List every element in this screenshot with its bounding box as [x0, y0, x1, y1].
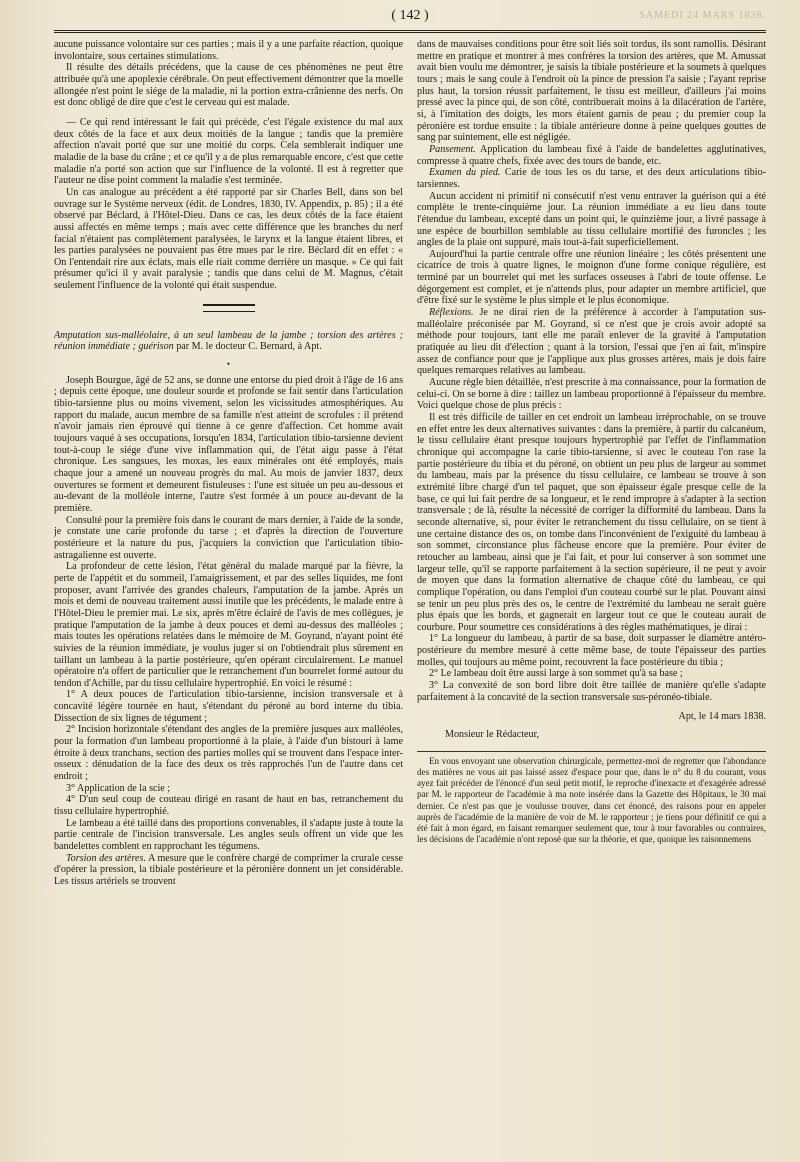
list-item: 1° A deux pouces de l'articulation tibio-tarsienne, incision transversale et à concavité légère tournée en haut, s'étendant du péroné au bord interne du tibia. Dissection de six lignes de tégument ;	[54, 689, 403, 724]
run-in-heading: Examen du pied.	[429, 167, 501, 179]
paragraph	[417, 144, 766, 167]
section-divider	[203, 304, 255, 312]
paragraph	[417, 167, 766, 190]
right-column	[417, 39, 766, 1159]
list-item: 3° La convexité de son bord libre doit être taillée de manière qu'elle s'adapte parfaitement à la concavité de la section transversale sus-péronéo-tibiale.	[417, 680, 766, 703]
paragraph: dans de mauvaises conditions pour être soit liés soit tordus, ils sont ramollis. Désirant mettre en pratique et montrer à mes confrères la torsion des artères, que M. Amussat avait bien voulu me démontrer, je saisis la tibiale postérieure et la soumets à quelques tours ; mais le sang coule à l'endroit où la pince de pression l'a saisie ; l'ayant reprise plus haut, la torsion réussit parfaitement, le tissu est meilleur, d'ailleurs j'ai moins pressé avec la pince qui, de son côté, contribuerait moins à la dilacération de l'artère, si, à l'imitation des doigts, les mors étaient garnis de peau ; du premier coup la péronière est tordue ensuite : la tibiale antérieure donne à peine quelques gouttes de sang par suintement, elle est négligée.	[417, 39, 766, 144]
paragraph	[417, 307, 766, 377]
list-item: 2° Le lambeau doit être aussi large à son sommet qu'à sa base ;	[429, 668, 683, 680]
paragraph: Le lambeau a été taillé dans des proportions convenables, il s'adapte juste à toute la partie centrale de l'incision transversale. Les angles seuls offrent un vide que les bandelettes comblent en rapprochant les tégumens.	[54, 817, 403, 852]
paragraph	[54, 853, 403, 888]
letter-date: Apt, le 14 mars 1838.	[678, 711, 766, 723]
paragraph: Il est très difficile de tailler en cet endroit un lambeau irréprochable, on se trouve en effet entre les deux alternatives suivantes : dans la première, à partir du calcanéum, le tissu cellulaire étant presque toujours hypertrophié par l'effet de l'inflammation chronique qui accompagne la carie tibio-tarsienne, si avec le couteau l'on rase la partie postérieure du tibia et du péroné, on obtient un peu plus de largeur au sommet du lambeau, mais par la présence du tissu cellulaire, ce lambeau se trouve à son extrémité libre chargé d'un tel paquet, que son épaisseur égale presque celle de la base, ce qui lui fait perdre de sa longueur, et le rend impropre à s'adapter à la section transversale ; de là, résulte la nécessité de corriger la difformité du lambeau. Dans la seconde alternative, si, pour éviter le retranchement du tissu cellulaire, on se tient à une certaine distance des os, on tombe dans l'inconvénient de l'exiguité du lambeau à son sommet, circonstance plus fâcheuse encore que la première. Pour éviter de retoucher au lambeau, ainsi que je l'ai fait, et pour lui conserver à son sommet une largeur telle, qu'il se rapporte parfaitement à la section supérieure, il ne peut y avoir de moyen que dans la formation alternative de chaque côté du lambeau, ce qui complique l'opération, ou dans l'emploi d'un couteau courbé sur le plat. Pouvant ainsi se tenir un peu plus près des os, le centre de l'extrémité du lambeau ne serait guère plus épais que les bords, et gagnerait en largeur tout ce que le couteau aurait de courbure. Pour soumettre ces considérations à des règles mathématiques, je dirai :	[417, 412, 766, 633]
left-column	[54, 39, 403, 1159]
list-item: 1° La longueur du lambeau, à partir de sa base, doit surpasser le diamètre antéro-postérieure du membre mesuré à cette même base, de toute l'épaisseur des parties molles, qui toujours au même point, recouvrent la face postérieure du tibia ;	[417, 633, 766, 668]
paragraph: Consulté pour la première fois dans le courant de mars dernier, à l'aide de la sonde, je constate une carie profonde du tarse ; et d'après la direction de l'ouverture postérieure et la nature du pus, j'acquiers la conviction que l'articulation tibio-astragalienne est ouverte.	[54, 514, 403, 561]
paragraph: Un cas analogue au précédent a été rapporté par sir Charles Bell, dans son bel ouvrage sur le Système nerveux (édit. de Londres, 1830, IV. Appendix, p. 85) ; il a été observé par Béclard, à l'Hôtel-Dieu. Dans ce cas, les deux côtés de la face étaient aussi affectés en même temps ; mais avec cette différence que les branches du nerf facial n'étaient pas complètement paralysées, le larynx et la langue étaient libres, et les parties paralysées ne pouvaient pas être mues par le rire. Béclard dit en effet : « On l'entendait rire aux éclats, mais elle riait comme derrière un masque. » Ce qui fait présumer qu'ici il y avait paralysie ; tandis que dans celui de M. Magnus, c'était seulement l'influence de la volonté qui était suspendue.	[54, 186, 403, 292]
letter-salutation: Monsieur le Rédacteur,	[445, 729, 540, 741]
ornament-dot: •	[226, 359, 231, 370]
running-head-ghost: SAMEDI 24 MARS 1838.	[639, 10, 766, 21]
paragraph: Il résulte des détails précédens, que la cause de ces phénomènes ne peut être attribuée qu'à une apoplexie cérébrale. On peut effectivement démontrer que la moelle allongée n'est point le siége de la maladie, ni la portion extra-crânienne des nerfs. On est donc obligé de dire que c'est le cerveau qui est malade.	[54, 62, 403, 109]
article-title-text: Amputation sus-malléolaire, à un seul lambeau de la jambe ; torsion des artères ; réunion immédiate ; guérison	[54, 329, 403, 353]
run-in-heading: Torsion des artères.	[66, 852, 146, 864]
run-in-heading: Réflexions.	[429, 307, 474, 319]
paragraph: aucune puissance volontaire sur ces parties ; mais il y a une parfaite réaction, quoique involontaire, sous certaines stimulations.	[54, 39, 403, 62]
paragraph: Joseph Bourgue, âgé de 52 ans, se donne une entorse du pied droit à l'âge de 16 ans ; depuis cette époque, une douleur sourde et profonde se fait sentir dans l'articulation tibio-tarsienne plus ou moins vivement, selon les vicissitudes atmosphériques. Au rapport du malade, aucun membre de sa famille n'est atteint de scrofules : il prétend n'avoir jamais rien éprouvé qui tienne à ce genre d'affection. Cet homme avait toujours vaqué à ses occupations, lorsqu'en 1834, l'articulation tibio-tarsienne devient tout-à-coup le siége d'une vive inflammation qui, de l'état aigu passe à l'état chronique. Les sangsues, les moxas, les eaux minérales ont été employés, mais chaque jour a amené un nouveau progrès du mal. Au mois de janvier 1837, deux ouvertures se forment et demeurent fistuleuses : l'une est située un peu au-dessous et au-devant de la molléole interne, l'autre s'est formée à un pouce au-devant de la première.	[54, 374, 403, 514]
paragraph: Aujourd'hui la partie centrale offre une réunion linéaire ; les côtés présentent une cicatrice de trois à quatre lignes, le moignon d'une forme conique régulière, est terminé par un bourrelet qui met les surfaces osseuses à l'abri de toute offense. Le dégorgement est complet, et je n'attends plus, pour adapter un membre artificiel, que d'être fixé sur le système le plus simple et le plus économique.	[417, 248, 766, 307]
text-columns	[54, 39, 766, 1159]
page-number: ( 142 )	[383, 8, 436, 24]
run-in-heading: Pansement.	[429, 143, 476, 155]
paragraph: La profondeur de cette lésion, l'état général du malade marqué par la fièvre, la perte de l'appétit et du sommeil, l'amaigrissement, et par des selles liquides, me font proposer, avant l'arrivée des grandes chaleurs, l'amputation de la jambe. Après un mois et demi de nouveau traitement aussi inutile que les précédents, le malade entre à l'Hôtel-Dieu le premier mai. Le six, après m'être éclairé de l'avis de mes collègues, je pratique l'amputation de la jambe à deux pouces et demi au-dessus des malléoles ; mais toutes les opérations relatées dans le mémoire de M. Goyrand, n'ayant point été suivies de la réunion immédiate, je voulus juger si on l'obtiendrait plus sûrement en taillant un lambeau à la partie postérieure, qu'en opérant circulairement. Le manuel opératoire n'a offert de particulier que le retranchement d'un bourrelet formé autour du tendon d'Achille, par du tissu cellulaire hypertrophié. En voici le résumé :	[54, 561, 403, 689]
paragraph-text: A mesure que le confrère chargé de comprimer la crurale cesse d'opérer la pression, la tibiale postérieure et la péronière donnent un jet considérable. Les tissus artériels se trouvent	[54, 852, 403, 887]
paragraph-text: Application du lambeau fixé à l'aide de bandelettes agglutinatives, compresse à quatre chefs, fixée avec des tours de bande, etc.	[417, 143, 766, 167]
page-header	[54, 8, 766, 33]
list-item: 4° D'un seul coup de couteau dirigé en rasant de haut en bas, retranchement du tissu cellulaire hypertrophié.	[54, 794, 403, 818]
letter-paragraph: En vous envoyant une observation chirurgicale, permettez-moi de regretter que l'abondance des matières ne vous ait pas laissé assez d'espace pour que, dans le n° du 8 du courant, vous ayez fait précéder de l'énoncé d'un seul petit motif, le reproche d'inexacte et d'exagérée adressé par M. le rapporteur de l'académie à ma note insérée dans la Gazette des Hôpitaux, le 30 mai dernier. Ce n'est pas que je voulusse trouver, dans cet énoncé, des raisons pour en appeler auprès de l'académie de la manière de voir de M. le rapporteur ; je tiens pour définitif ce qui a été fait à mon égard, en faisant remarquer seulement que, tour à tour favorables ou contraires, les décisions de l'académie n'ont reposé que sur la théorie, et que, quoique les raisonnemens	[417, 755, 766, 845]
list-item: 2° Incision horizontale s'étendant des angles de la première jusques aux malléoles, pour la formation d'un lambeau proportionné à la plaie, à l'aide d'un bistouri à lame étroite à deux tranchans, section des parties molles qui se trouvent dans l'espace inter-osseux : dénudation de la face des deux os très rapprochés l'un de l'autre dans cet endroit ;	[54, 724, 403, 783]
divider-line	[417, 751, 766, 752]
list-item: 3° Application de la scie ;	[66, 782, 171, 794]
paragraph-text: Carie de tous les os du tarse, et des deux articulations tibio-tarsiennes.	[417, 167, 766, 190]
article-author: par M. le docteur C. Bernard, à Apt.	[173, 341, 322, 353]
paragraph: Aucun accident ni primitif ni consécutif n'est venu entraver la guérison qui a été complète le trente-cinquième jour. La réunion immédiate a eu lieu dans toute l'étendue du lambeau, excepté dans un point qui, le quinzième jour, a livré passage à une espèce de bourbillon semblable au tissu cellulaire mortifié des furoncles ; les angles de la plaie ont suppuré, mais tout-à-fait superficiellement.	[417, 190, 766, 249]
paragraph-text: Je ne dirai rien de la préférence à accorder à l'amputation sus-malléolaire préconisée par M. Goyrand, si ce n'est que je crois avoir adopté sa méthode pour toujours, tant elle me paraît enlever de la gravité à l'amputation pratiquée au lieu dit d'élection ; quant à la torsion, l'essai que j'en ai fait, m'inspire assez de confiance pour que je l'applique aux plus grosses artères, mais je dois faire quelques remarques relatives au lambeau.	[417, 307, 766, 377]
paragraph: — Ce qui rend intéressant le fait qui précède, c'est l'égale existence du mal aux deux côtés de la face et aux deux moitiés de la langue ; tandis que la première affection n'avait porté que sur une moitié du corps. Cela semblerait indiquer une maladie de la base du crâne ; et ce qu'il y a de plus remarquable encore, c'est que cette maladie n'a porté son action que sur l'influence de la volonté. Il est à regretter que l'auteur ne dise point comment la maladie s'est terminée.	[54, 116, 403, 187]
article-title	[54, 330, 403, 353]
paragraph: Aucune règle bien détaillée, n'est prescrite à ma connaissance, pour la formation de celui-ci. On se borne à dire : taillez un lambeau proportionné à l'épaisseur du membre. Voici quelque chose de plus précis :	[417, 377, 766, 412]
